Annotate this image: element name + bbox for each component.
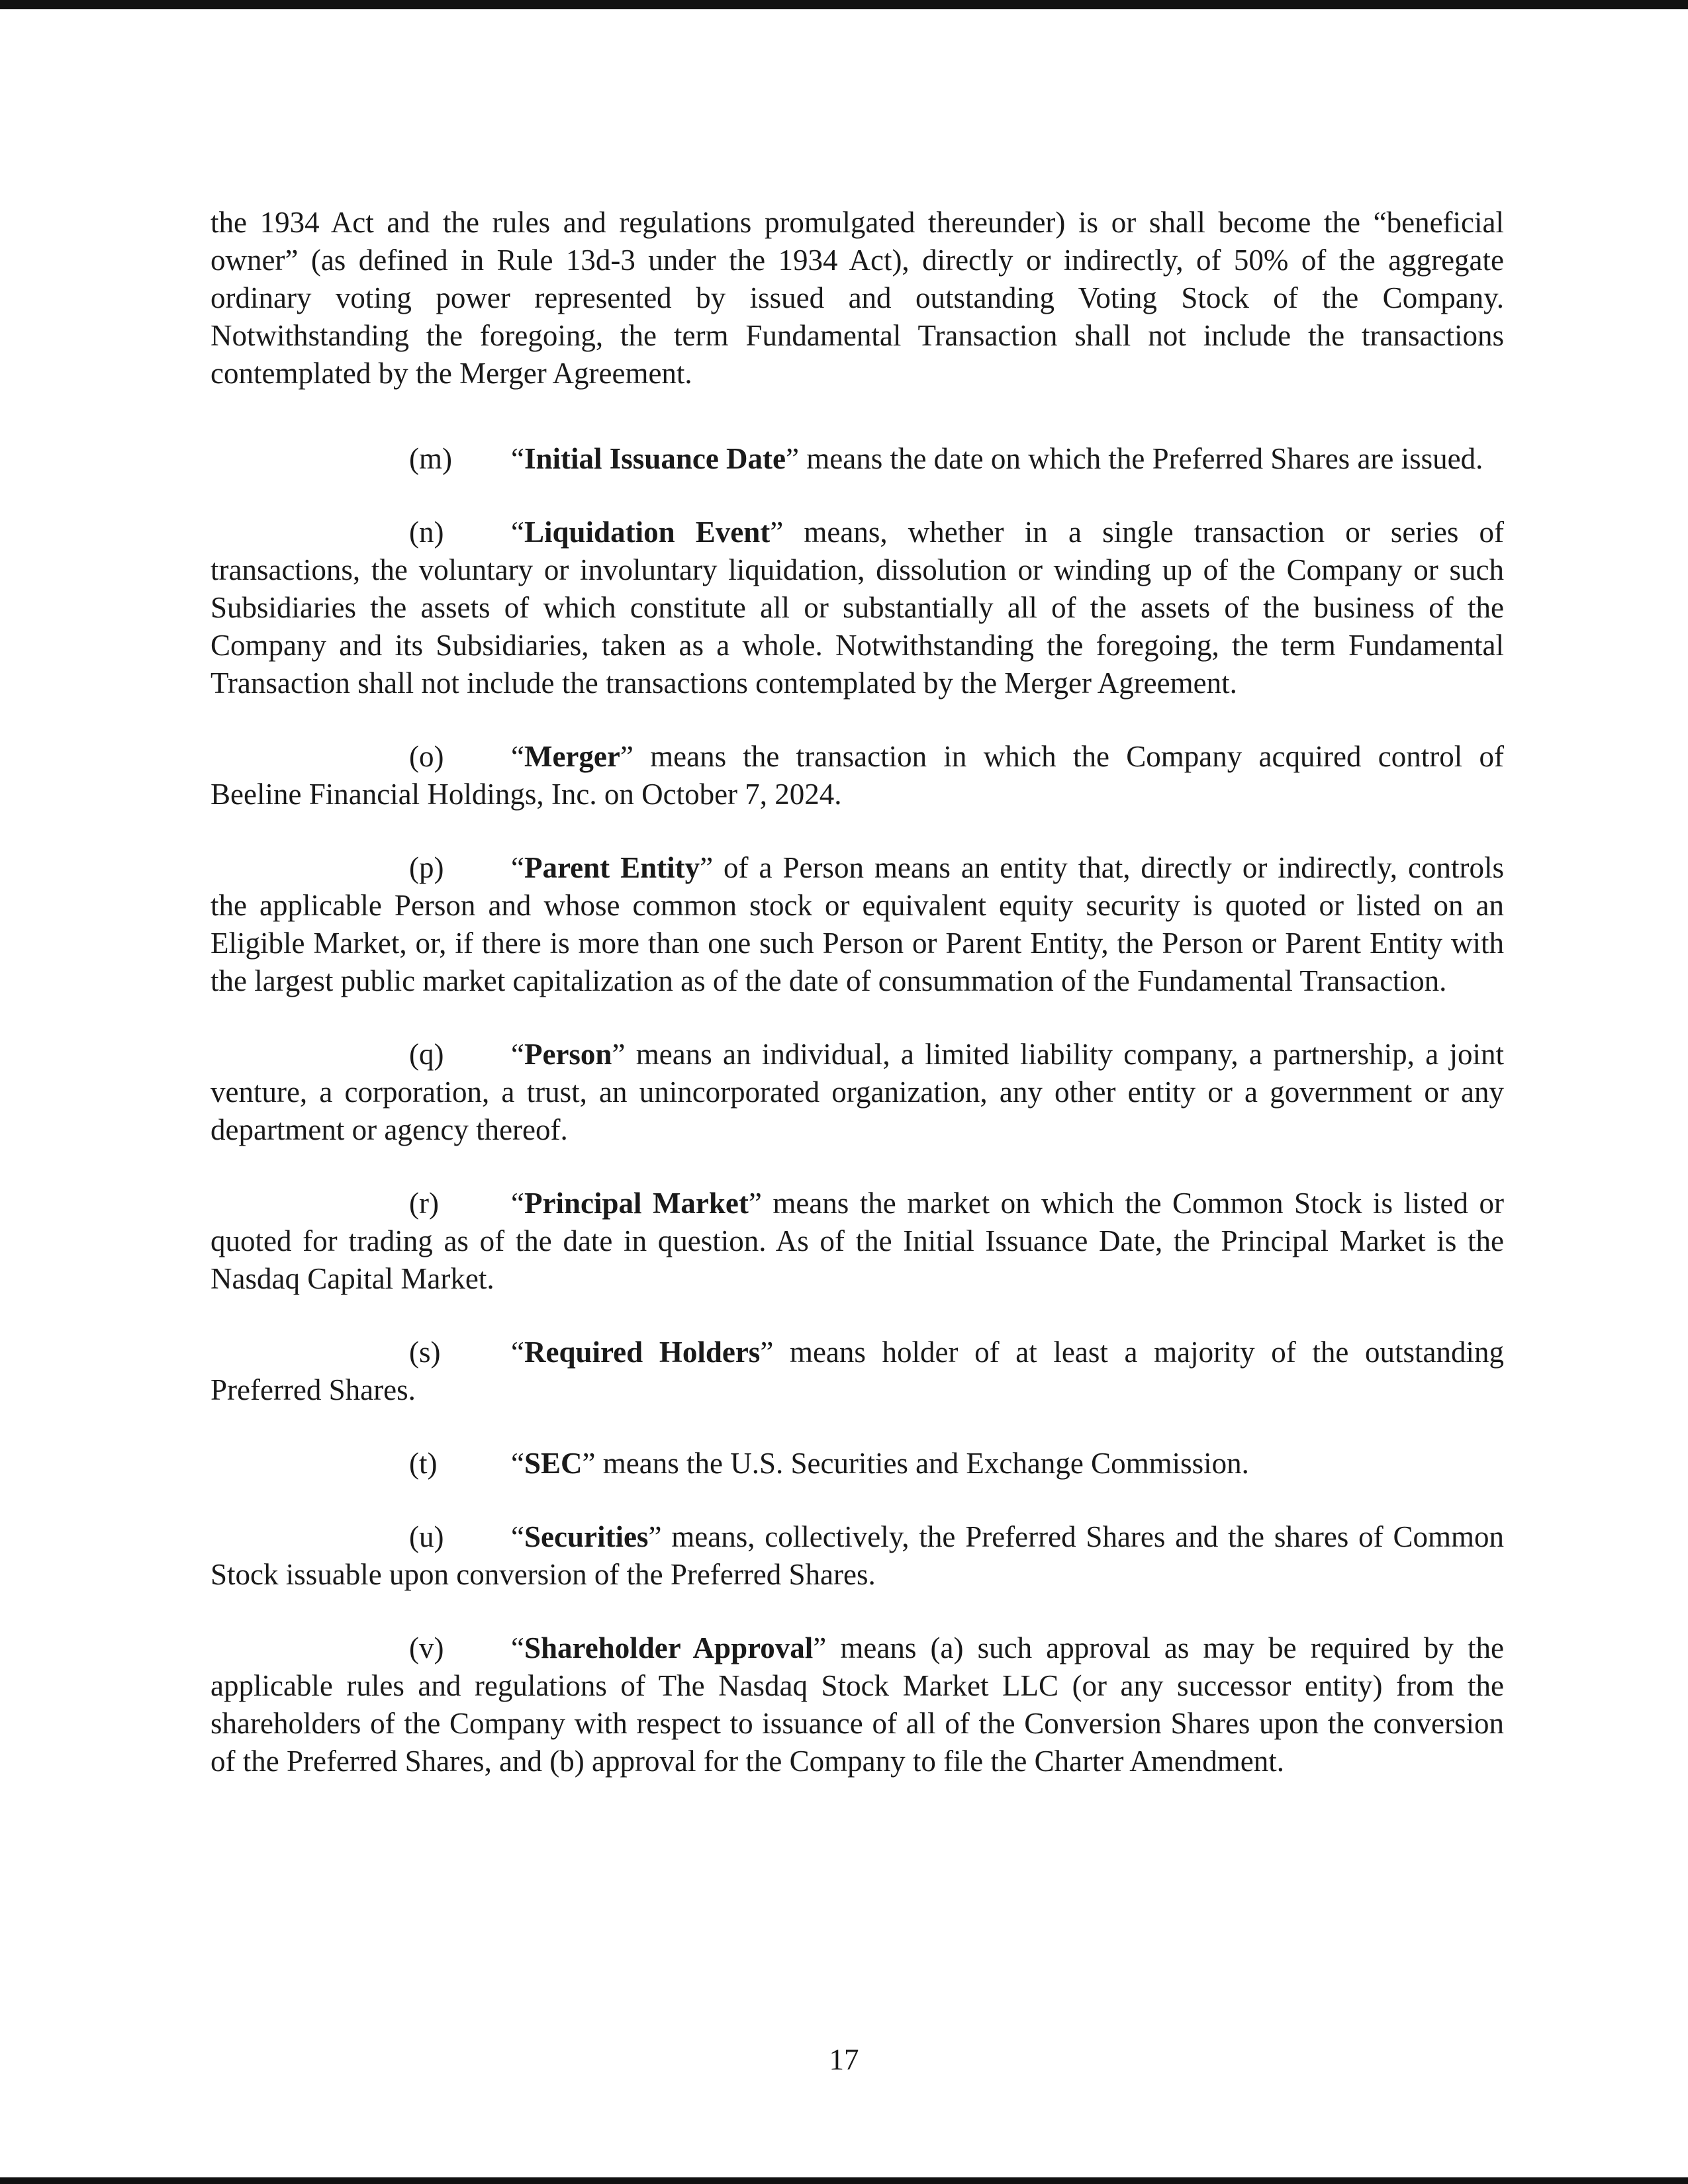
page-number: 17 — [829, 2043, 859, 2076]
definition-text: means, whether in a single transaction or series of transactions, the voluntary or involuntary liquidation, dissolution or winding up of the Company or such Subsidiaries the assets of which constitute all or substantially all of the assets of the business of the Company and its Subsidiaries, taken as a whole. Notwithstanding the foregoing, the term Fundamental Transaction shall not include the transactions contemplated by the Merger Agreement. — [211, 516, 1504, 700]
definition-text: means the date on which the Preferred Shares are issued. — [799, 442, 1483, 475]
close-quote: ” — [786, 442, 799, 475]
defined-term: Initial Issuance Date — [524, 442, 786, 475]
open-quote: “ — [511, 1038, 524, 1071]
definition-text: means holder of at least a majority of the outstanding Preferred Shares. — [211, 1336, 1504, 1406]
definition-marker: (s) — [409, 1336, 441, 1369]
defined-term: Merger — [524, 740, 620, 773]
definition-marker: (r) — [409, 1187, 439, 1220]
definition-text: means an individual, a limited liability company, a partnership, a joint venture, a corporation, a trust, an unincorporated organization, any other entity or a government or any department or agency thereof. — [211, 1038, 1504, 1146]
definition-text: means the market on which the Common Stock is listed or quoted for trading as of the date in question. As of the Initial Issuance Date, the Principal Market is the Nasdaq Capital Market. — [211, 1187, 1504, 1295]
close-quote: ” — [612, 1038, 626, 1071]
definition-text: means the transaction in which the Company acquired control of Beeline Financial Holdings, Inc. on October 7, 2024. — [211, 740, 1504, 811]
open-quote: “ — [511, 1187, 524, 1220]
scan-border-bottom — [0, 2177, 1688, 2184]
definition-r — [211, 1185, 1504, 1298]
document-body — [211, 204, 1504, 1816]
definition-text: means, collectively, the Preferred Shares and the shares of Common Stock issuable upon conversion of the Preferred Shares. — [211, 1520, 1504, 1591]
intro-paragraph: the 1934 Act and the rules and regulations promulgated thereunder) is or shall become the “beneficial owner” (as defined in Rule 13d-3 under the 1934 Act), directly or indirectly, of 50% of the aggregate ordinary voting power represented by issued and outstanding Voting Stock of the Company. Notwithstanding the foregoing, the term Fundamental Transaction shall not include the transactions contemplated by the Merger Agreement. — [211, 206, 1504, 390]
open-quote: “ — [511, 516, 524, 549]
definition-t — [211, 1445, 1504, 1482]
definition-v — [211, 1629, 1504, 1780]
open-quote: “ — [511, 442, 524, 475]
close-quote: ” — [770, 516, 784, 549]
definition-marker: (u) — [409, 1520, 444, 1553]
open-quote: “ — [511, 1447, 524, 1480]
definition-text: means the U.S. Securities and Exchange Commission. — [595, 1447, 1249, 1480]
close-quote: ” — [648, 1520, 662, 1553]
definition-text: of a Person means an entity that, directly or indirectly, controls the applicable Person and whose common stock or equivalent equity security is quoted or listed on an Eligible Market, or, if there is more than one such Person or Parent Entity, the Person or Parent Entity with the largest public market capitalization as of the date of consummation of the Fundamental Transaction. — [211, 851, 1504, 997]
defined-term: Parent Entity — [524, 851, 700, 884]
definition-marker: (v) — [409, 1631, 444, 1664]
close-quote: ” — [620, 740, 633, 773]
open-quote: “ — [511, 1631, 524, 1664]
close-quote: ” — [700, 851, 714, 884]
definition-marker: (q) — [409, 1038, 444, 1071]
definition-o — [211, 738, 1504, 813]
scan-border-top — [0, 0, 1688, 9]
definition-q — [211, 1036, 1504, 1149]
defined-term: Shareholder Approval — [524, 1631, 814, 1664]
definition-marker: (t) — [409, 1447, 438, 1480]
close-quote: ” — [582, 1447, 596, 1480]
definition-m — [211, 440, 1504, 478]
definition-text: means (a) such approval as may be required by the applicable rules and regulations of The Nasdaq Stock Market LLC (or any successor entity) from the shareholders of the Company with respect to issuance of all of the Conversion Shares upon the conversion of the Preferred Shares, and (b) approval for the Company to file the Charter Amendment. — [211, 1631, 1505, 1778]
definition-marker: (m) — [409, 442, 452, 475]
open-quote: “ — [511, 1336, 524, 1369]
definition-p — [211, 849, 1504, 1000]
definition-u — [211, 1518, 1504, 1594]
definition-marker: (p) — [409, 851, 444, 884]
close-quote: ” — [760, 1336, 774, 1369]
open-quote: “ — [511, 851, 524, 884]
defined-term: Liquidation Event — [524, 516, 771, 549]
defined-term: SEC — [524, 1447, 583, 1480]
definition-n — [211, 514, 1504, 702]
open-quote: “ — [511, 1520, 524, 1553]
close-quote: ” — [748, 1187, 762, 1220]
definition-s — [211, 1334, 1504, 1409]
definition-marker: (o) — [409, 740, 444, 773]
defined-term: Securities — [524, 1520, 649, 1553]
close-quote: ” — [813, 1631, 827, 1664]
open-quote: “ — [511, 740, 524, 773]
defined-term: Person — [524, 1038, 612, 1071]
definition-marker: (n) — [409, 516, 444, 549]
defined-term: Principal Market — [524, 1187, 749, 1220]
defined-term: Required Holders — [524, 1336, 761, 1369]
